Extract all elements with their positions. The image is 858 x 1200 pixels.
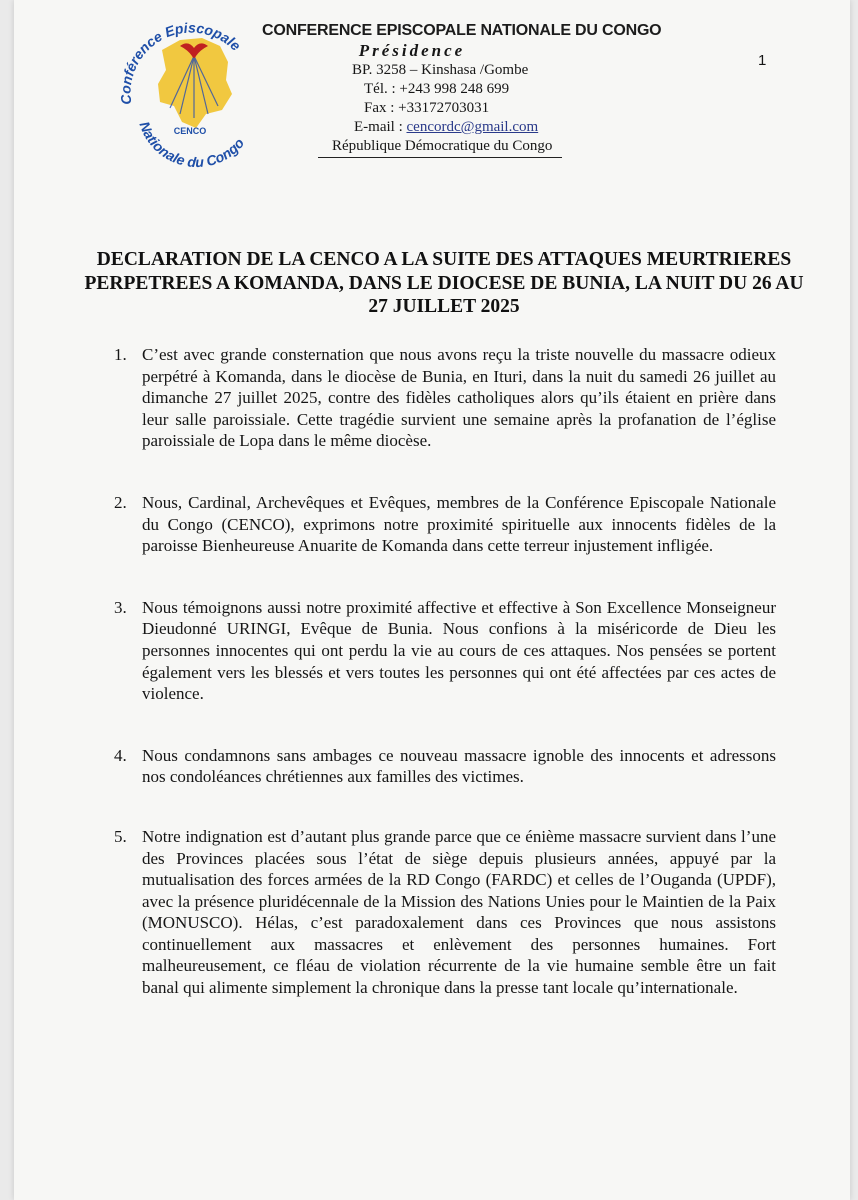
paragraph-number: 5. xyxy=(114,826,127,846)
letterhead-divider xyxy=(318,157,562,158)
country-name: République Démocratique du Congo xyxy=(332,138,553,154)
paragraph-number: 1. xyxy=(114,345,127,364)
fax-number: Fax : +33172703031 xyxy=(364,100,490,116)
postal-address: BP. 3258 – Kinshasa /Gombe xyxy=(352,62,529,78)
paragraph-4 xyxy=(114,745,776,788)
paragraph-text: Nous, Cardinal, Archevêques et Evêques, membres de la Conférence Episcopale Nationale du Congo (CENCO), exprimons notre proximité spirituelle aux innocents fidèles de la paroisse Bienheureuse Anuarite de Komanda dans cette terreur injustement infligée. xyxy=(142,492,776,556)
email-label: E-mail : xyxy=(354,119,407,135)
organization-name: CONFERENCE EPISCOPALE NATIONALE DU CONGO xyxy=(262,22,662,39)
email-line xyxy=(262,118,682,137)
paragraph-5 xyxy=(114,826,776,999)
paragraph-text: Nous condamnons sans ambages ce nouveau massacre ignoble des innocents et adressons nos condoléances chrétiennes aux familles des victimes. xyxy=(142,745,776,787)
declaration-body xyxy=(114,344,776,1023)
office-name: Présidence xyxy=(358,41,466,60)
document-page xyxy=(14,0,850,1200)
paragraph-text: Notre indignation est d’autant plus grande parce que ce énième massacre survient dans l’une des Provinces placées sous l’état de siège depuis plusieurs années, appuyé par la mutualisation des forces armées de la RD Congo (FARDC) et celles de l’Ouganda (UPDF), avec la présence pluridécennale de la Mission des Nations Unies pour le Maintien de la Paix (MONUSCO). Hélas, c’est paradoxalement dans ces Provinces que nous assistons continuellement aux massacres et enlèvement des personnes humaines. Fort malheureusement, ce fléau de violation récurrente de la vie humaine semble être un fait banal qui alimente simplement la chronique dans la presse tant locale qu’internationale. xyxy=(142,826,776,998)
letterhead xyxy=(262,22,682,156)
paragraph-1 xyxy=(114,344,776,452)
svg-text:Conférence Episcopale: Conférence Episcopale xyxy=(117,19,244,106)
paragraph-3 xyxy=(114,597,776,705)
paragraph-number: 3. xyxy=(114,597,127,617)
paragraph-number: 2. xyxy=(114,492,127,512)
svg-text:Nationale du Congo: Nationale du Congo xyxy=(136,119,248,170)
email-link[interactable]: cencordc@gmail.com xyxy=(406,119,539,135)
paragraph-number: 4. xyxy=(114,745,127,765)
cenco-logo xyxy=(110,10,270,170)
page-number: 1 xyxy=(758,52,767,69)
paragraph-2 xyxy=(114,492,776,557)
paragraph-text: C’est avec grande consternation que nous avons reçu la triste nouvelle du massacre odieux perpétré à Komanda, dans le diocèse de Bunia, en Ituri, dans la nuit du samedi 26 juillet au dimanche 27 juillet 2025, contre des fidèles catholiques alors qu’ils étaient en prière dans leur salle paroissiale. Cette tragédie survient une semaine après la profanation de l’église paroissiale de Lopa dans le même diocèse. xyxy=(142,345,776,451)
svg-text:CENCO: CENCO xyxy=(173,126,207,136)
declaration-title: DECLARATION DE LA CENCO A LA SUITE DES ATTAQUES MEURTRIERES PERPETREES A KOMANDA, DANS LE DIOCESE DE BUNIA, LA NUIT DU 26 AU 27 JUILLET 2025 xyxy=(84,249,804,317)
paragraph-text: Nous témoignons aussi notre proximité affective et effective à Son Excellence Monseigneur Dieudonné URINGI, Evêque de Bunia. Nous confions à la miséricorde de Dieu les personnes innocentes qui ont perdu la vie au cours de ces attaques. Nos pensées se portent également vers les blessés et vers toutes les personnes qui ont été affectées par ces actes de violence. xyxy=(142,597,776,704)
phone-number: Tél. : +243 998 248 699 xyxy=(364,81,510,97)
